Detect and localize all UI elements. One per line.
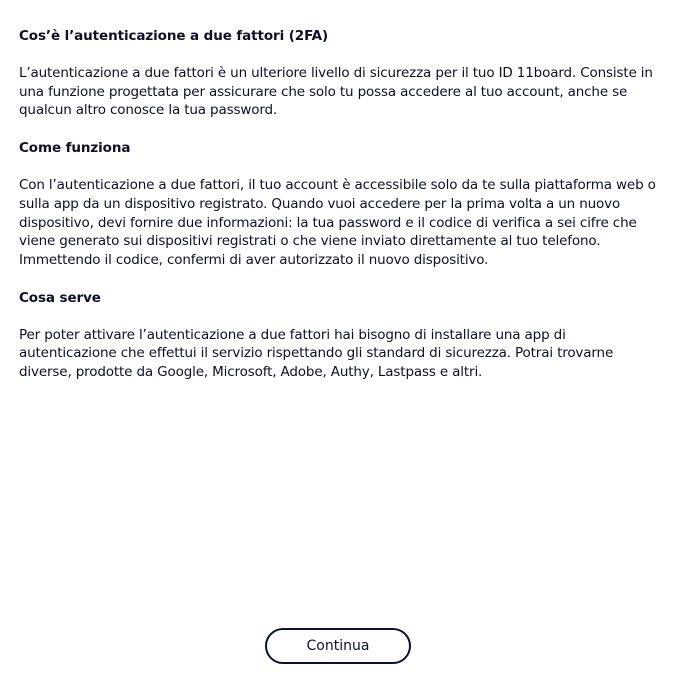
footer: [0, 628, 676, 664]
section-title-how-it-works: Come funziona: [19, 140, 131, 157]
continue-button[interactable]: Continua: [265, 628, 411, 664]
info-content: [19, 27, 659, 401]
section-title-requirements: Cosa serve: [19, 289, 101, 306]
section-body-how-it-works: Con l’autenticazione a due fattori, il tuo account è accessibile solo da te sulla piattaforma web o sulla app da un dispositivo registrato. Quando vuoi accedere per la prima volta a un nuovo dispositivo, devi fornire due informazioni: la tua password e il codice di verifica a sei cifre che viene generato sui dispositivi registrati o che viene inviato direttamente al tuo telefono. Immettendo il codice, confermi di aver autorizzato il nuovo dispositivo.: [19, 177, 656, 268]
section-body-requirements: Per poter attivare l’autenticazione a due fattori hai bisogno di installare una app di autenticazione che effettui il servizio rispettando gli standard di sicurezza. Potrai trovarne diverse, prodotte da Google, Microsoft, Adobe, Authy, Lastpass e altri.: [19, 326, 614, 381]
section-body-what-is-2fa: L’autenticazione a due fattori è un ulteriore livello di sicurezza per il tuo ID 11board. Consiste in una funzione progettata per assicurare che solo tu possa accedere al tuo account, anche se qualcun altro conosce la tua password.: [19, 65, 653, 119]
section-title-what-is-2fa: Cos’è l’autenticazione a due fattori (2FA): [19, 28, 329, 44]
